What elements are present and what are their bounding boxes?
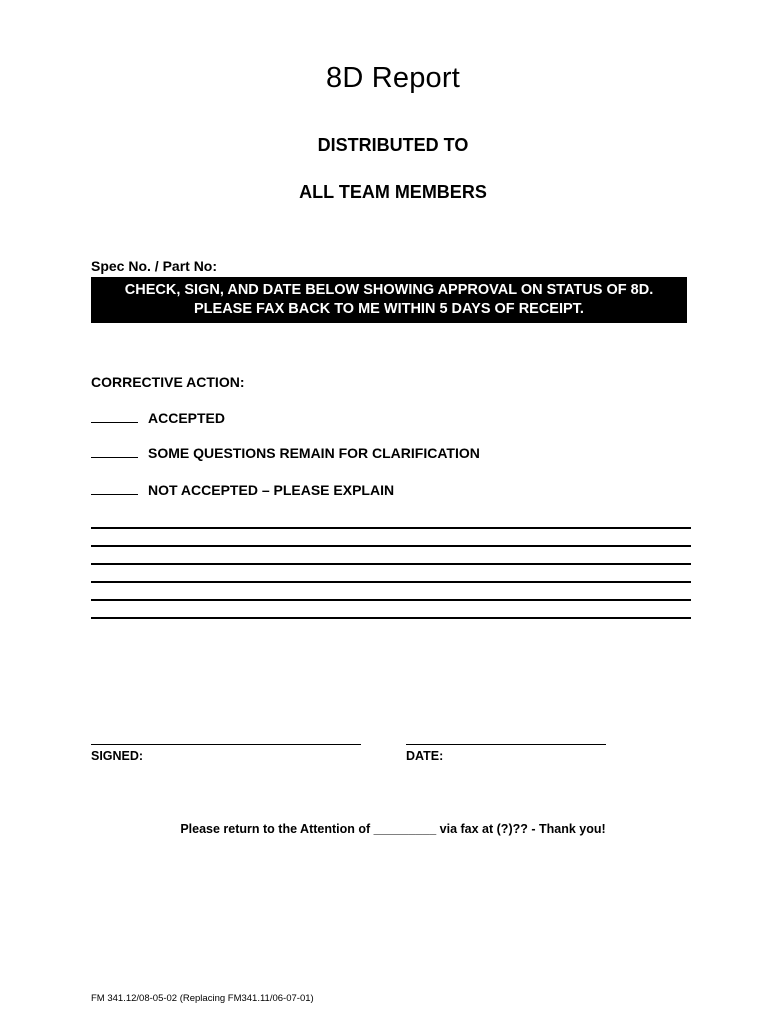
- corrective-action-heading: CORRECTIVE ACTION:: [91, 374, 245, 390]
- option-not-accepted: [91, 482, 394, 498]
- explanation-line[interactable]: [91, 565, 691, 583]
- form-number-footer: FM 341.12/08-05-02 (Replacing FM341.11/06-07-01): [91, 993, 314, 1004]
- explanation-line[interactable]: [91, 583, 691, 601]
- banner-line-2: PLEASE FAX BACK TO ME WITHIN 5 DAYS OF RECEIPT.: [194, 301, 584, 317]
- signature-line[interactable]: [91, 744, 361, 745]
- explanation-line[interactable]: [91, 521, 691, 529]
- subtitle-all-team-members: ALL TEAM MEMBERS: [299, 182, 487, 202]
- check-blank[interactable]: [91, 445, 138, 458]
- signed-label: SIGNED:: [91, 749, 144, 763]
- date-line[interactable]: [406, 744, 606, 745]
- explanation-line[interactable]: [91, 601, 691, 619]
- explanation-line[interactable]: [91, 529, 691, 547]
- explanation-line[interactable]: [91, 547, 691, 565]
- return-instructions: Please return to the Attention of _________ via fax at (?)?? - Thank you!: [180, 822, 606, 836]
- explanation-lines[interactable]: [91, 521, 691, 619]
- date-label: DATE:: [406, 749, 444, 763]
- check-blank[interactable]: [91, 410, 138, 423]
- option-accepted: [91, 410, 225, 426]
- instruction-banner: [91, 277, 687, 323]
- option-label: ACCEPTED: [148, 410, 226, 426]
- subtitle-distributed-to: DISTRIBUTED TO: [317, 135, 469, 155]
- banner-line-1: CHECK, SIGN, AND DATE BELOW SHOWING APPROVAL ON STATUS OF 8D.: [124, 282, 654, 298]
- check-blank[interactable]: [91, 482, 138, 495]
- option-label: NOT ACCEPTED – PLEASE EXPLAIN: [148, 482, 395, 498]
- page-title: 8D Report: [326, 62, 460, 94]
- spec-part-label: Spec No. / Part No:: [91, 258, 218, 274]
- option-label: SOME QUESTIONS REMAIN FOR CLARIFICATION: [148, 445, 480, 461]
- option-questions-remain: [91, 445, 480, 461]
